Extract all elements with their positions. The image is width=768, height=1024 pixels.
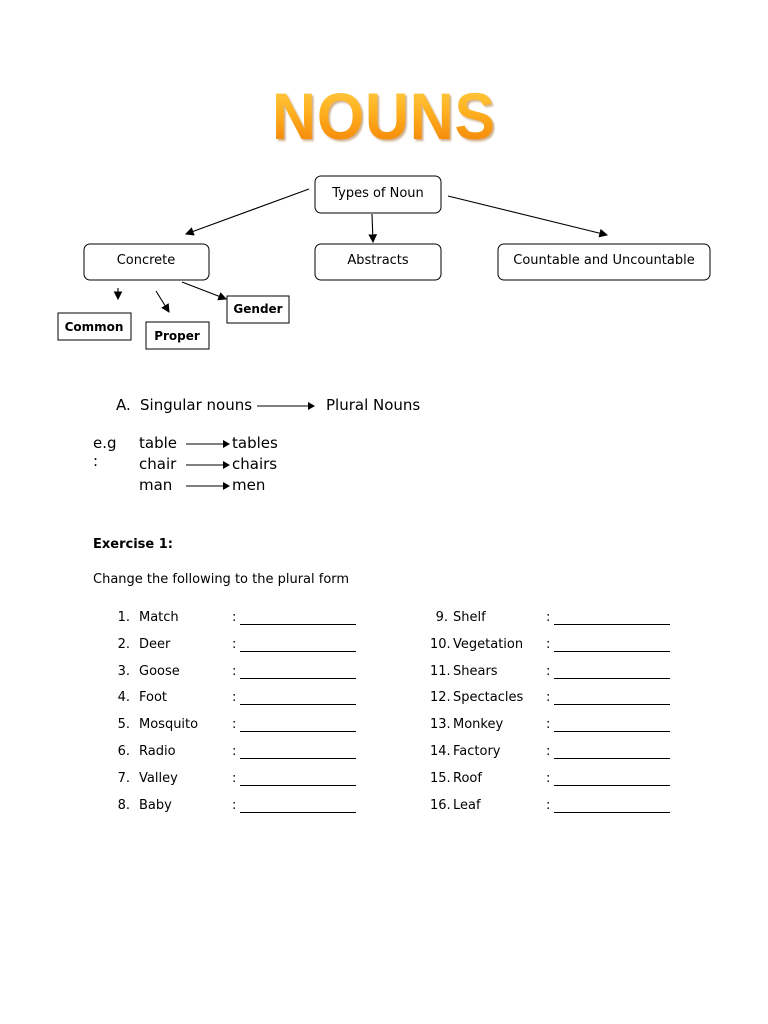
exercise-item-number: 4. xyxy=(117,690,130,706)
exercise-item-word: Match xyxy=(139,610,179,625)
answer-blank[interactable] xyxy=(554,758,670,759)
exercise-item-colon: : xyxy=(546,717,551,733)
example-arrow xyxy=(185,438,231,450)
exercise-item-word: Mosquito xyxy=(139,717,199,733)
node-proper-label: Proper xyxy=(154,329,200,343)
exercise-item-number: 7. xyxy=(117,770,130,786)
exercise-item-number: 10. xyxy=(430,636,451,652)
arrow-root-to-countable xyxy=(448,196,607,235)
answer-blank[interactable] xyxy=(554,678,670,679)
exercise-item-colon: : xyxy=(546,770,551,786)
node-common xyxy=(58,313,131,340)
node-abstracts xyxy=(315,244,441,280)
answer-blank[interactable] xyxy=(240,651,356,652)
exercise-item-word: Deer xyxy=(139,636,171,652)
page-title: NOUNS xyxy=(31,78,738,154)
exercise-item-number: 11. xyxy=(430,663,451,679)
exercise-item-number: 9. xyxy=(435,610,448,625)
exercise-item-word: Radio xyxy=(139,744,176,759)
example-singular: chair xyxy=(139,455,177,473)
answer-blank[interactable] xyxy=(554,624,670,625)
exercise-item-colon: : xyxy=(232,744,237,759)
answer-blank[interactable] xyxy=(240,758,356,759)
node-countable-uncountable-label: Countable and Uncountable xyxy=(513,253,695,268)
exercise-item-number: 2. xyxy=(117,636,130,652)
example-arrow xyxy=(185,480,231,492)
exercise-item-word: Factory xyxy=(453,744,501,759)
exercise-item-colon: : xyxy=(232,770,237,786)
node-gender xyxy=(227,296,289,323)
example-plural: chairs xyxy=(232,455,278,473)
exercise-item-word: Valley xyxy=(139,770,178,786)
exercise-item-colon: : xyxy=(546,663,551,679)
exercise-item-word: Baby xyxy=(139,797,172,813)
exercise-title: Exercise 1: xyxy=(93,537,173,552)
example-singular: table xyxy=(139,434,177,452)
node-abstracts-label: Abstracts xyxy=(347,253,409,268)
exercise-item-colon: : xyxy=(232,717,237,733)
example-plural: tables xyxy=(232,434,278,452)
answer-blank[interactable] xyxy=(240,731,356,732)
node-gender-label: Gender xyxy=(233,302,283,316)
exercise-item-word: Roof xyxy=(453,770,482,786)
exercise-item-word: Goose xyxy=(139,663,180,679)
arrow-root-to-abstracts xyxy=(372,214,373,242)
exercise-item-colon: : xyxy=(232,610,237,625)
exercise-item-word: Shears xyxy=(453,663,498,679)
answer-blank[interactable] xyxy=(240,678,356,679)
answer-blank[interactable] xyxy=(554,704,670,705)
arrow-concrete-to-gender xyxy=(182,282,226,299)
exercise-item-number: 5. xyxy=(117,717,130,733)
exercise-item-colon: : xyxy=(232,663,237,679)
node-countable-uncountable xyxy=(498,244,710,280)
example-arrow xyxy=(185,459,231,471)
exercise-item-number: 12. xyxy=(430,690,451,706)
exercise-item-word: Leaf xyxy=(453,797,481,813)
noun-types-diagram xyxy=(0,0,768,380)
answer-blank[interactable] xyxy=(240,785,356,786)
exercise-item-word: Vegetation xyxy=(453,636,524,652)
exercise-item-word: Spectacles xyxy=(453,690,524,706)
answer-blank[interactable] xyxy=(240,812,356,813)
exercise-item-colon: : xyxy=(546,744,551,759)
exercise-item-word: Shelf xyxy=(453,610,486,625)
exercise-item-number: 15. xyxy=(430,770,451,786)
arrow-root-to-concrete xyxy=(186,189,309,234)
exercise-item-number: 16. xyxy=(430,797,451,813)
exercise-item-colon: : xyxy=(546,797,551,813)
exercise-item-word: Foot xyxy=(139,690,168,706)
node-proper xyxy=(146,322,209,349)
exercise-item-colon: : xyxy=(546,690,551,706)
answer-blank[interactable] xyxy=(240,704,356,705)
exercise-item-number: 13. xyxy=(430,717,451,733)
example-singular: man xyxy=(139,476,173,494)
arrow-concrete-to-proper xyxy=(156,291,169,312)
exercise-item-number: 6. xyxy=(117,744,130,759)
exercise-item-number: 1. xyxy=(117,610,130,625)
exercise-item-word: Monkey xyxy=(453,717,504,733)
exercise-instruction: Change the following to the plural form xyxy=(93,572,350,587)
answer-blank[interactable] xyxy=(554,785,670,786)
examples-label: e.g : xyxy=(93,434,117,470)
exercise-item-colon: : xyxy=(546,636,551,652)
exercise-item-colon: : xyxy=(232,690,237,706)
answer-blank[interactable] xyxy=(240,624,356,625)
exercise-item-number: 8. xyxy=(117,797,130,813)
answer-blank[interactable] xyxy=(554,812,670,813)
exercise-item-number: 14. xyxy=(430,744,451,759)
node-types-of-noun-label: Types of Noun xyxy=(332,186,424,201)
exercise-item-colon: : xyxy=(546,610,551,625)
exercise-item-colon: : xyxy=(232,636,237,652)
answer-blank[interactable] xyxy=(554,731,670,732)
section-a-letter: A. xyxy=(116,396,131,414)
answer-blank[interactable] xyxy=(554,651,670,652)
plural-nouns-label: Plural Nouns xyxy=(326,396,421,414)
section-a-arrow xyxy=(256,400,316,412)
node-concrete xyxy=(84,244,209,280)
singular-nouns-label: Singular nouns xyxy=(140,396,253,414)
example-plural: men xyxy=(232,476,266,494)
node-types-of-noun xyxy=(315,176,441,213)
node-concrete-label: Concrete xyxy=(116,253,176,268)
exercise-item-colon: : xyxy=(232,797,237,813)
exercise-item-number: 3. xyxy=(117,663,130,679)
node-common-label: Common xyxy=(64,320,124,334)
